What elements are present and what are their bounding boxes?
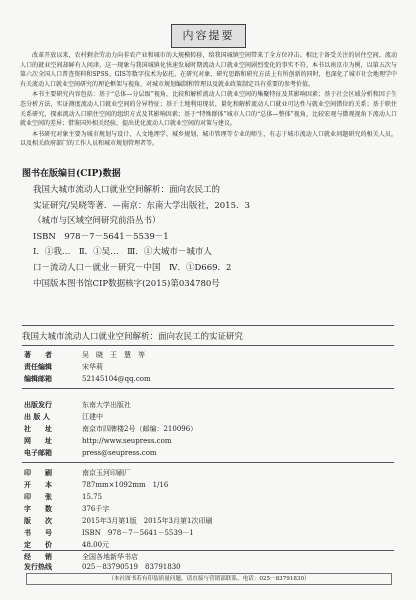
info-row-printer [24, 467, 131, 479]
row-label: 责任编辑 [24, 362, 52, 371]
row-label: 电子邮箱 [24, 448, 52, 457]
divider [22, 325, 394, 326]
row-value: 787mm×1092mm 1/16 [82, 481, 169, 489]
row-value: 48.00元 [82, 541, 110, 549]
row-label: 网 址 [24, 436, 52, 445]
row-label: 出 版 人 [24, 412, 50, 421]
row-value: 52145104@qq.com [82, 375, 151, 383]
row-value: 2015年3月第1版 2015年3月第1次印刷 [82, 517, 213, 525]
info-row-sheets [24, 491, 102, 503]
info-row-wordcount [24, 503, 109, 515]
row-value: ISBN 978－7－5641－5539－1 [82, 529, 194, 537]
info-row-edition [24, 515, 212, 527]
info-row-isbn [24, 527, 194, 539]
info-row-format [24, 479, 168, 491]
book-title: 我国大城市流动人口就业空间解析：面向农民工的实证研究 [22, 332, 244, 342]
row-value: 东南大学出版社 [82, 401, 131, 409]
abstract-paragraph-1: 改革开放以来，农村剩余劳动力向非农产业和城市的大规模转移，给我国城镇空间带来了全方位冲击。相比于备受关注的居住空间，流动人口的就业空间却鲜有人问津。这一现象与我国城镇化快速发展时期流动人口就业空间剧烈变化的事实不符。本书以南京市为例，以第五次与第六次全国人口普查资料和SPSS、GIS等数字技术为依托，在研究对象、研究思路和研究方法上有所创新的同时，也深化了城市社会地理学中有关流动人口就业空间研究的理论框架与视角，对城市规划编制和管理以及就业政策制定具有重要的参考价值。 [20, 52, 397, 88]
info-row-editor-email [24, 373, 151, 385]
info-row-website [24, 435, 171, 447]
cip-line: 口－流动人口－就业－研究－中国 Ⅳ．①D669．2 [33, 262, 232, 273]
info-row-address [24, 423, 197, 435]
row-label: 著 者 [24, 350, 52, 359]
row-label: 开 本 [24, 480, 52, 489]
info-row-author [24, 349, 145, 361]
abstract-paragraph-3: 本书研究对象主要为城市规划与设计、人文地理学、城乡规划、城市管理等专业的师生，有志于城市流动人口就业问题研究的相关人员，以及相关政府部门的工作人员和城市规划管理者等。 [20, 130, 397, 148]
cip-line: 我国大城市流动人口就业空间解析：面向农民工的 [33, 185, 221, 195]
row-label: 印 张 [24, 492, 52, 501]
cip-data-block [33, 183, 383, 292]
row-value: 全国各地新华书店 [82, 553, 138, 561]
row-label: 社 址 [24, 424, 52, 433]
info-row-publisher [24, 399, 131, 411]
row-label: 字 数 [24, 504, 52, 513]
row-label: 编辑邮箱 [24, 374, 52, 383]
row-value: 南京市四牌楼2号（邮编：210096） [82, 425, 198, 433]
row-label: 版 次 [24, 516, 52, 525]
row-label: 印 刷 [24, 468, 52, 477]
row-label: 出版发行 [24, 400, 52, 409]
divider [22, 388, 394, 389]
info-row-hotline [24, 561, 181, 573]
row-label: 定 价 [24, 540, 52, 549]
footer-note: （本社图书若有印装质量问题，请直接与营销部联系。电话：025－83791830） [26, 573, 392, 585]
abstract-paragraph-2: 本书主要研究内容包括：基于“总体—分层级”视角，比较和解析流动人口就业空间的集聚特征及其影响因素；基于社会区域分析和因子生态分析方法，实证测度流动人口就业空间的分异特征；基于土地利用现状、量化和解析流动人口就业可达性与就业空间错位的关系；基于职住关系研究，探索流动人口职住空间的组织方式及其影响因素；基于“特殊群体”城市人口的“总体—整体”视角，比较宏观与微观视角下流动人口就业空间的差异；借鉴国外相关经验，提出优化流动人口就业空间的对策与建议。 [20, 91, 397, 128]
cip-line: 实证研究/吴晓等著．—南京：东南大学出版社，2015．3 [33, 200, 250, 211]
row-label: 经 销 [24, 552, 52, 561]
row-value: 江建中 [82, 413, 103, 421]
row-value: press@seupress.com [82, 449, 157, 457]
info-row-email [24, 447, 157, 459]
row-value: 南京玉河印刷厂 [82, 469, 131, 477]
divider [22, 345, 394, 346]
row-value: 吴 晓 王 慧 等 [82, 351, 145, 359]
row-value: 15.75 [82, 493, 103, 501]
cip-line: 中国版本图书馆CIP数据核字(2015)第034780号 [33, 278, 220, 289]
row-label: 书 号 [24, 528, 52, 537]
cip-line: ISBN 978－7－5641－5539－1 [33, 231, 169, 242]
cip-line: Ⅰ．①我… Ⅱ．①吴… Ⅲ．①大城市－城市人 [33, 247, 212, 258]
divider [22, 462, 394, 463]
row-value: 宋华莉 [82, 363, 103, 371]
abstract-text [20, 51, 397, 149]
cip-heading: 图书在版编目(CIP)数据 [22, 169, 121, 179]
row-value: 025－83790519 83791830 [82, 563, 181, 571]
row-label: 发行热线 [24, 562, 52, 571]
content-summary-title: 内容提要 [171, 24, 246, 48]
info-row-publisher-person [24, 411, 103, 423]
row-value: http://www.seupress.com [82, 437, 172, 445]
cip-line: （城市与区域空间研究前沿丛书） [33, 216, 161, 227]
row-value: 376千字 [82, 505, 110, 513]
info-row-editor [24, 361, 103, 373]
